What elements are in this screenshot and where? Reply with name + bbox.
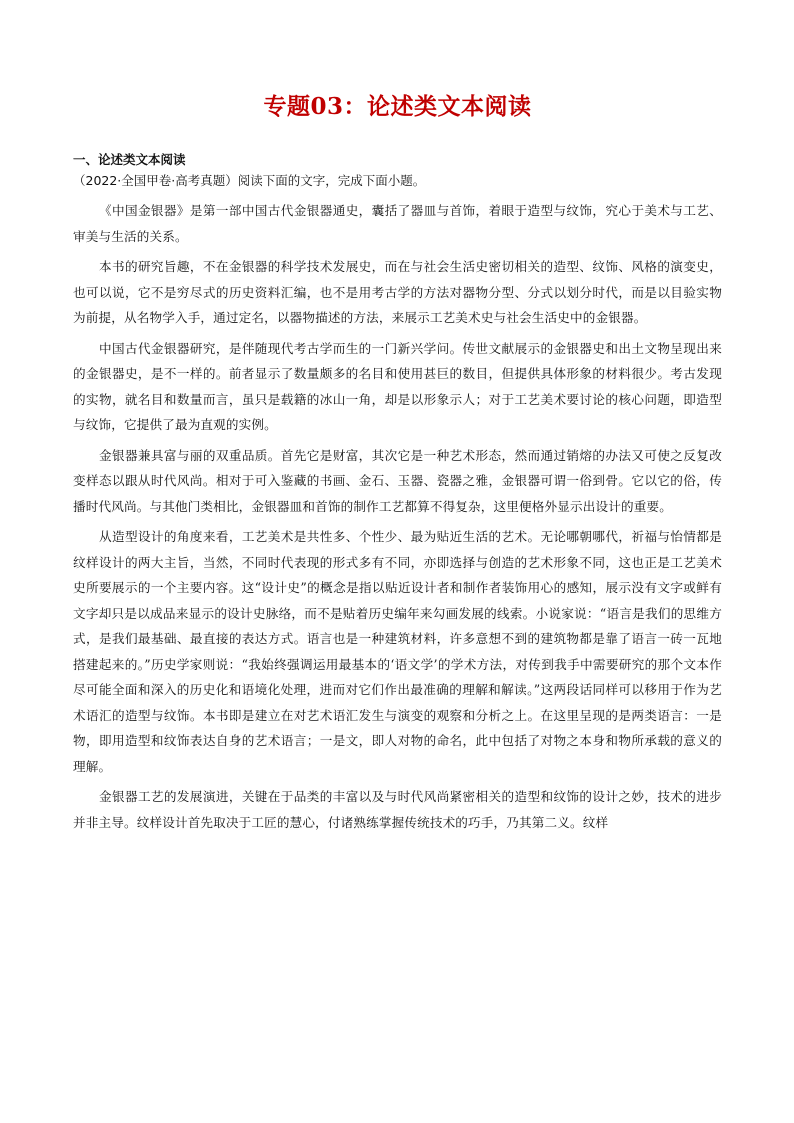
page-title: 专题03：论述类文本阅读 — [263, 93, 532, 120]
paragraph-5: 从造型设计的角度来看，工艺美术是共性多、个性少、最为贴近生活的艺术。无论哪朝哪代，祈福与怡情都是纹样设计的两大主旨，当然，不同时代表现的形式多有不同，亦即选择与创造的艺术形象不同，这也正是工艺美术史所要展示的一个主要内容。这“设计史”的概念是指以贴近设计者和制作者装饰用心的感知，展示没有文字或鲜有文字却只是以成品来显示的设计史脉络，而不是贴着历史编年来勾画发展的线索。小说家说：“语言是我们的思维方式，是我们最基础、最直接的表达方式。语言也是一种建筑材料，许多意想不到的建筑物都是靠了语言一砖一瓦地搭建起来的。”历史学家则说：“我始终强调运用最基本的‘语文学’的学术方法，对传到我手中需要研究的那个文本作尽可能全面和深入的历史化和语境化处理，进而对它们作出最准确的理解和解读。”这两段话同样可以移用于作为艺术语汇的造型与纹饰。本书即是建立在对艺术语汇发生与演变的观察和分析之上。在这里呈现的是两类语言：一是物，即用造型和纹饰表达自身的艺术语言；一是文，即人对物的命名，此中包括了对物之本身和物所承载的意义的理解。 — [73, 529, 722, 774]
article-body — [73, 198, 722, 835]
paragraph-6: 金银器工艺的发展演进，关键在于品类的丰富以及与时代风尚紧密相关的造型和纹饰的设计之妙，技术的进步并非主导。纹样设计首先取决于工匠的慧心，付诸熟练掌握传统技术的巧手，乃其第二义。纹样 — [73, 789, 722, 830]
paragraph-2: 本书的研究旨趣，不在金银器的科学技术发展史，而在与社会生活史密切相关的造型、纹饰、风格的演变史，也可以说，它不是穷尽式的历史资料汇编，也不是用考古学的方法对器物分型、分式以划分时代，而是以目验实物为前提，从名物学入手，通过定名，以器物描述的方法，来展示工艺美术史与社会生活史中的金银器。 — [73, 259, 722, 325]
question-source-line: （2022·全国甲卷·高考真题）阅读下面的文字，完成下面小题。 — [73, 173, 426, 188]
section-heading: 一、论述类文本阅读 — [73, 152, 186, 167]
paragraph-3: 中国古代金银器研究，是伴随现代考古学而生的一门新兴学问。传世文献展示的金银器史和出土文物呈现出来的金银器史，是不一样的。前者显示了数量颇多的名目和使用甚巨的数目，但提供具体形象的材料很少。考古发现的实物，就名目和数量而言，虽只是载籍的冰山一角，却是以形象示人；对于工艺美术要讨论的核心问题，即造型与纹饰，它提供了最为直观的实例。 — [73, 340, 722, 432]
paragraph-1: 《中国金银器》是第一部中国古代金银器通史，囊括了器皿与首饰，着眼于造型与纹饰，究心于美术与工艺、审美与生活的关系。 — [73, 203, 722, 244]
paragraph-4: 金银器兼具富与丽的双重品质。首先它是财富，其次它是一种艺术形态，然而通过销熔的办法又可使之反复改变样态以跟从时代风尚。相对于可入鉴藏的书画、金石、玉器、瓷器之雅，金银器可谓一俗到骨。它以它的俗，传播时代风尚。与其他门类相比，金银器皿和首饰的制作工艺都算不得复杂，这里便格外显示出设计的重要。 — [73, 447, 722, 514]
